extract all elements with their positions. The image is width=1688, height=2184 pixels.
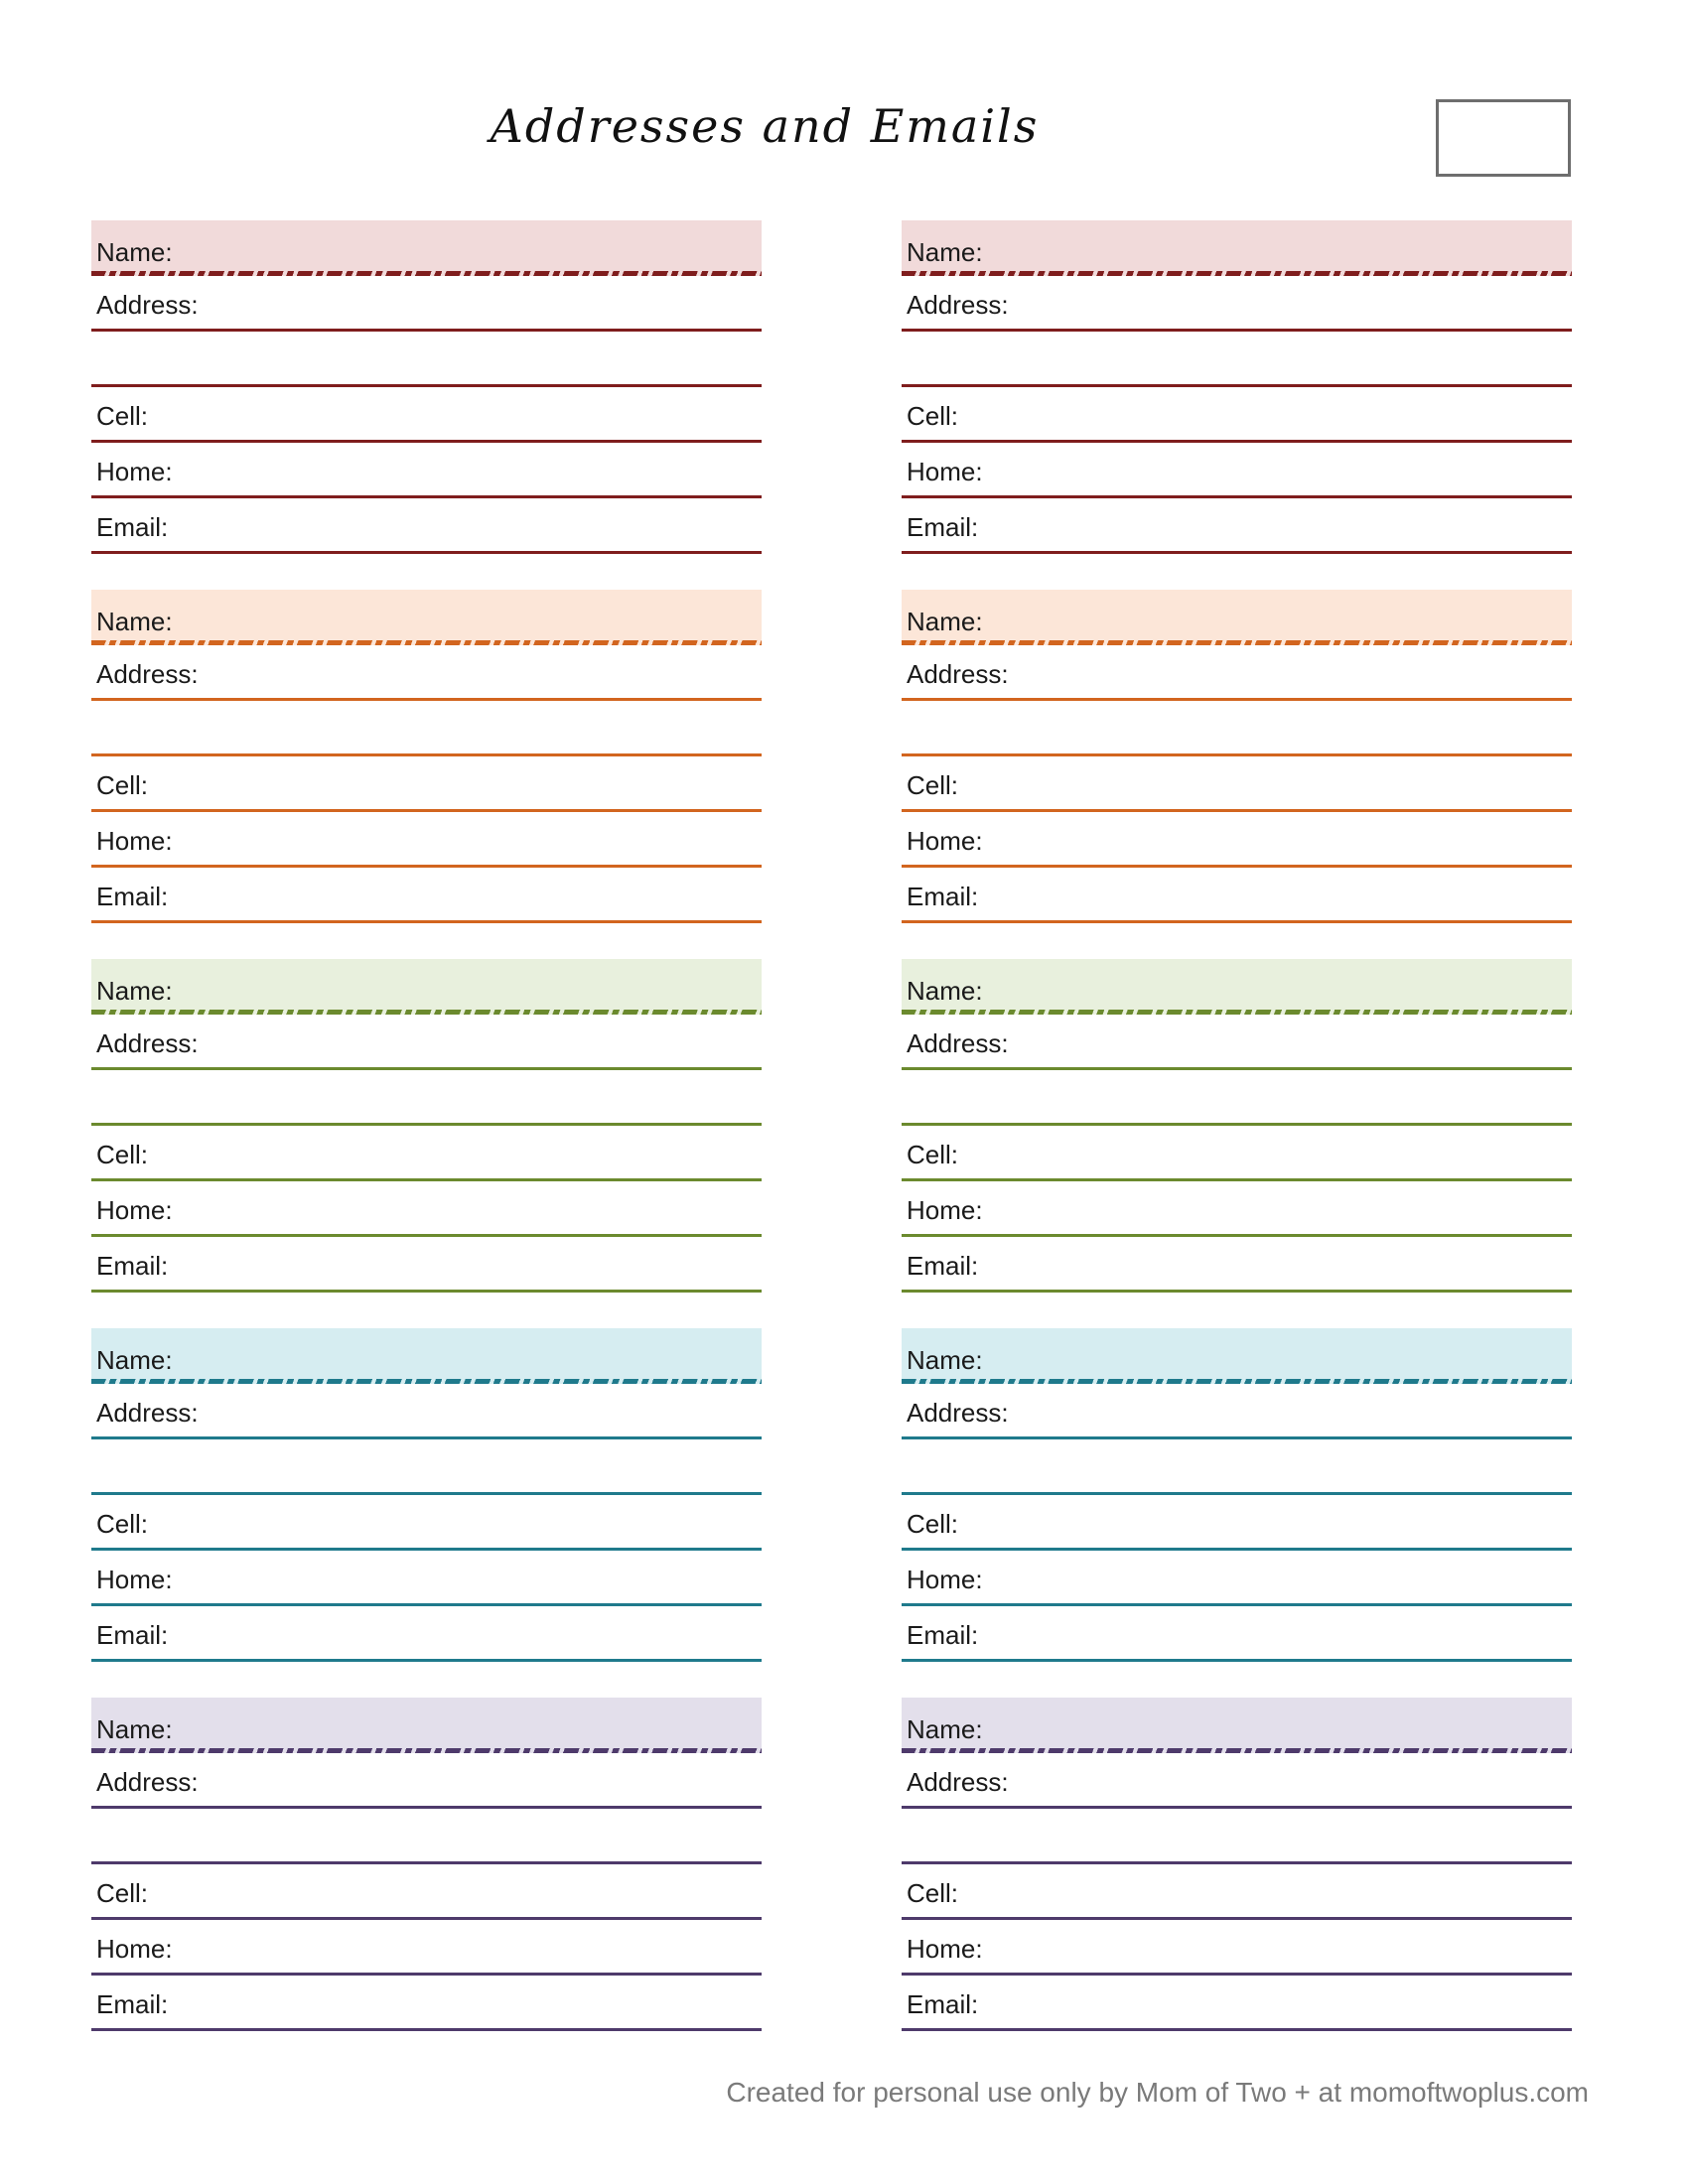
address-field[interactable] (902, 1384, 1572, 1439)
email-field[interactable] (91, 1606, 762, 1662)
email-label: Email: (96, 1251, 169, 1281)
email-label: Email: (907, 1620, 979, 1650)
home-label: Home: (96, 1934, 173, 1964)
cell-field[interactable] (91, 756, 762, 812)
email-label: Email: (907, 1989, 979, 2019)
name-field[interactable] (902, 1328, 1572, 1384)
home-field[interactable] (91, 1181, 762, 1237)
address-line-2-field[interactable] (91, 1070, 762, 1126)
address-label: Address: (96, 1028, 199, 1058)
contact-card (91, 1698, 762, 2067)
name-label: Name: (907, 237, 983, 267)
address-label: Address: (907, 1767, 1009, 1797)
cell-field[interactable] (91, 1495, 762, 1551)
contact-card (902, 590, 1572, 959)
address-line-2-field[interactable] (902, 1809, 1572, 1864)
home-field[interactable] (902, 443, 1572, 498)
address-label: Address: (96, 1767, 199, 1797)
contact-card (902, 959, 1572, 1328)
email-label: Email: (907, 1251, 979, 1281)
email-label: Email: (96, 882, 169, 911)
home-label: Home: (907, 457, 983, 486)
email-label: Email: (907, 882, 979, 911)
email-field[interactable] (91, 498, 762, 554)
name-field[interactable] (91, 220, 762, 276)
email-field[interactable] (902, 868, 1572, 923)
cell-field[interactable] (91, 1864, 762, 1920)
address-field[interactable] (91, 276, 762, 332)
address-line-2-field[interactable] (902, 332, 1572, 387)
right-column (902, 220, 1572, 2067)
address-line-2-field[interactable] (902, 701, 1572, 756)
email-field[interactable] (91, 1237, 762, 1293)
email-field[interactable] (91, 868, 762, 923)
email-field[interactable] (902, 498, 1572, 554)
name-field[interactable] (902, 590, 1572, 645)
home-field[interactable] (902, 1551, 1572, 1606)
email-field[interactable] (91, 1976, 762, 2031)
name-label: Name: (96, 237, 173, 267)
name-label: Name: (907, 1345, 983, 1375)
name-field[interactable] (91, 1698, 762, 1753)
email-label: Email: (96, 1989, 169, 2019)
name-label: Name: (96, 607, 173, 636)
home-label: Home: (96, 826, 173, 856)
name-field[interactable] (902, 220, 1572, 276)
name-label: Name: (96, 976, 173, 1006)
name-field[interactable] (902, 959, 1572, 1015)
home-field[interactable] (902, 812, 1572, 868)
name-label: Name: (96, 1714, 173, 1744)
cell-field[interactable] (902, 1126, 1572, 1181)
cell-label: Cell: (907, 1140, 959, 1169)
address-field[interactable] (902, 276, 1572, 332)
home-label: Home: (907, 1934, 983, 1964)
address-label: Address: (96, 290, 199, 320)
address-label: Address: (907, 290, 1009, 320)
address-field[interactable] (91, 1384, 762, 1439)
address-label: Address: (907, 1028, 1009, 1058)
contact-card (91, 1328, 762, 1698)
name-label: Name: (96, 1345, 173, 1375)
address-line-2-field[interactable] (91, 701, 762, 756)
email-field[interactable] (902, 1237, 1572, 1293)
cell-label: Cell: (96, 1509, 149, 1539)
corner-box[interactable] (1436, 99, 1571, 177)
email-label: Email: (96, 512, 169, 542)
email-label: Email: (96, 1620, 169, 1650)
address-line-2-field[interactable] (91, 1439, 762, 1495)
home-label: Home: (907, 1195, 983, 1225)
cell-field[interactable] (902, 1864, 1572, 1920)
name-label: Name: (907, 1714, 983, 1744)
name-field[interactable] (91, 590, 762, 645)
address-line-2-field[interactable] (902, 1070, 1572, 1126)
home-label: Home: (96, 1195, 173, 1225)
contact-card (902, 1698, 1572, 2067)
name-label: Name: (907, 976, 983, 1006)
name-field[interactable] (902, 1698, 1572, 1753)
home-label: Home: (96, 1565, 173, 1594)
address-field[interactable] (91, 1753, 762, 1809)
email-label: Email: (907, 512, 979, 542)
home-label: Home: (907, 1565, 983, 1594)
address-field[interactable] (91, 645, 762, 701)
cell-field[interactable] (91, 1126, 762, 1181)
home-field[interactable] (902, 1920, 1572, 1976)
address-line-2-field[interactable] (902, 1439, 1572, 1495)
cell-label: Cell: (907, 1878, 959, 1908)
home-field[interactable] (902, 1181, 1572, 1237)
home-field[interactable] (91, 443, 762, 498)
contact-card (91, 220, 762, 590)
address-field[interactable] (902, 645, 1572, 701)
name-label: Name: (907, 607, 983, 636)
cell-field[interactable] (902, 1495, 1572, 1551)
cell-field[interactable] (902, 756, 1572, 812)
address-line-2-field[interactable] (91, 332, 762, 387)
left-column (91, 220, 762, 2067)
address-line-2-field[interactable] (91, 1809, 762, 1864)
address-label: Address: (96, 1398, 199, 1428)
home-field[interactable] (91, 812, 762, 868)
contact-card (902, 1328, 1572, 1698)
address-label: Address: (907, 1398, 1009, 1428)
contact-card (902, 220, 1572, 590)
address-label: Address: (907, 659, 1009, 689)
cell-label: Cell: (907, 401, 959, 431)
page-title: Addresses and Emails (490, 99, 1040, 153)
email-field[interactable] (902, 1606, 1572, 1662)
home-field[interactable] (91, 1920, 762, 1976)
contact-card (91, 590, 762, 959)
address-field[interactable] (902, 1753, 1572, 1809)
home-label: Home: (907, 826, 983, 856)
cell-label: Cell: (907, 770, 959, 800)
name-field[interactable] (91, 1328, 762, 1384)
name-field[interactable] (91, 959, 762, 1015)
contact-card (91, 959, 762, 1328)
cell-label: Cell: (96, 1878, 149, 1908)
home-label: Home: (96, 457, 173, 486)
cell-field[interactable] (91, 387, 762, 443)
footer-credit: Created for personal use only by Mom of Two + at momoftwoplus.com (726, 2077, 1589, 2108)
address-label: Address: (96, 659, 199, 689)
home-field[interactable] (91, 1551, 762, 1606)
cell-label: Cell: (907, 1509, 959, 1539)
address-field[interactable] (91, 1015, 762, 1070)
address-field[interactable] (902, 1015, 1572, 1070)
cell-field[interactable] (902, 387, 1572, 443)
cell-label: Cell: (96, 770, 149, 800)
email-field[interactable] (902, 1976, 1572, 2031)
cell-label: Cell: (96, 401, 149, 431)
cell-label: Cell: (96, 1140, 149, 1169)
